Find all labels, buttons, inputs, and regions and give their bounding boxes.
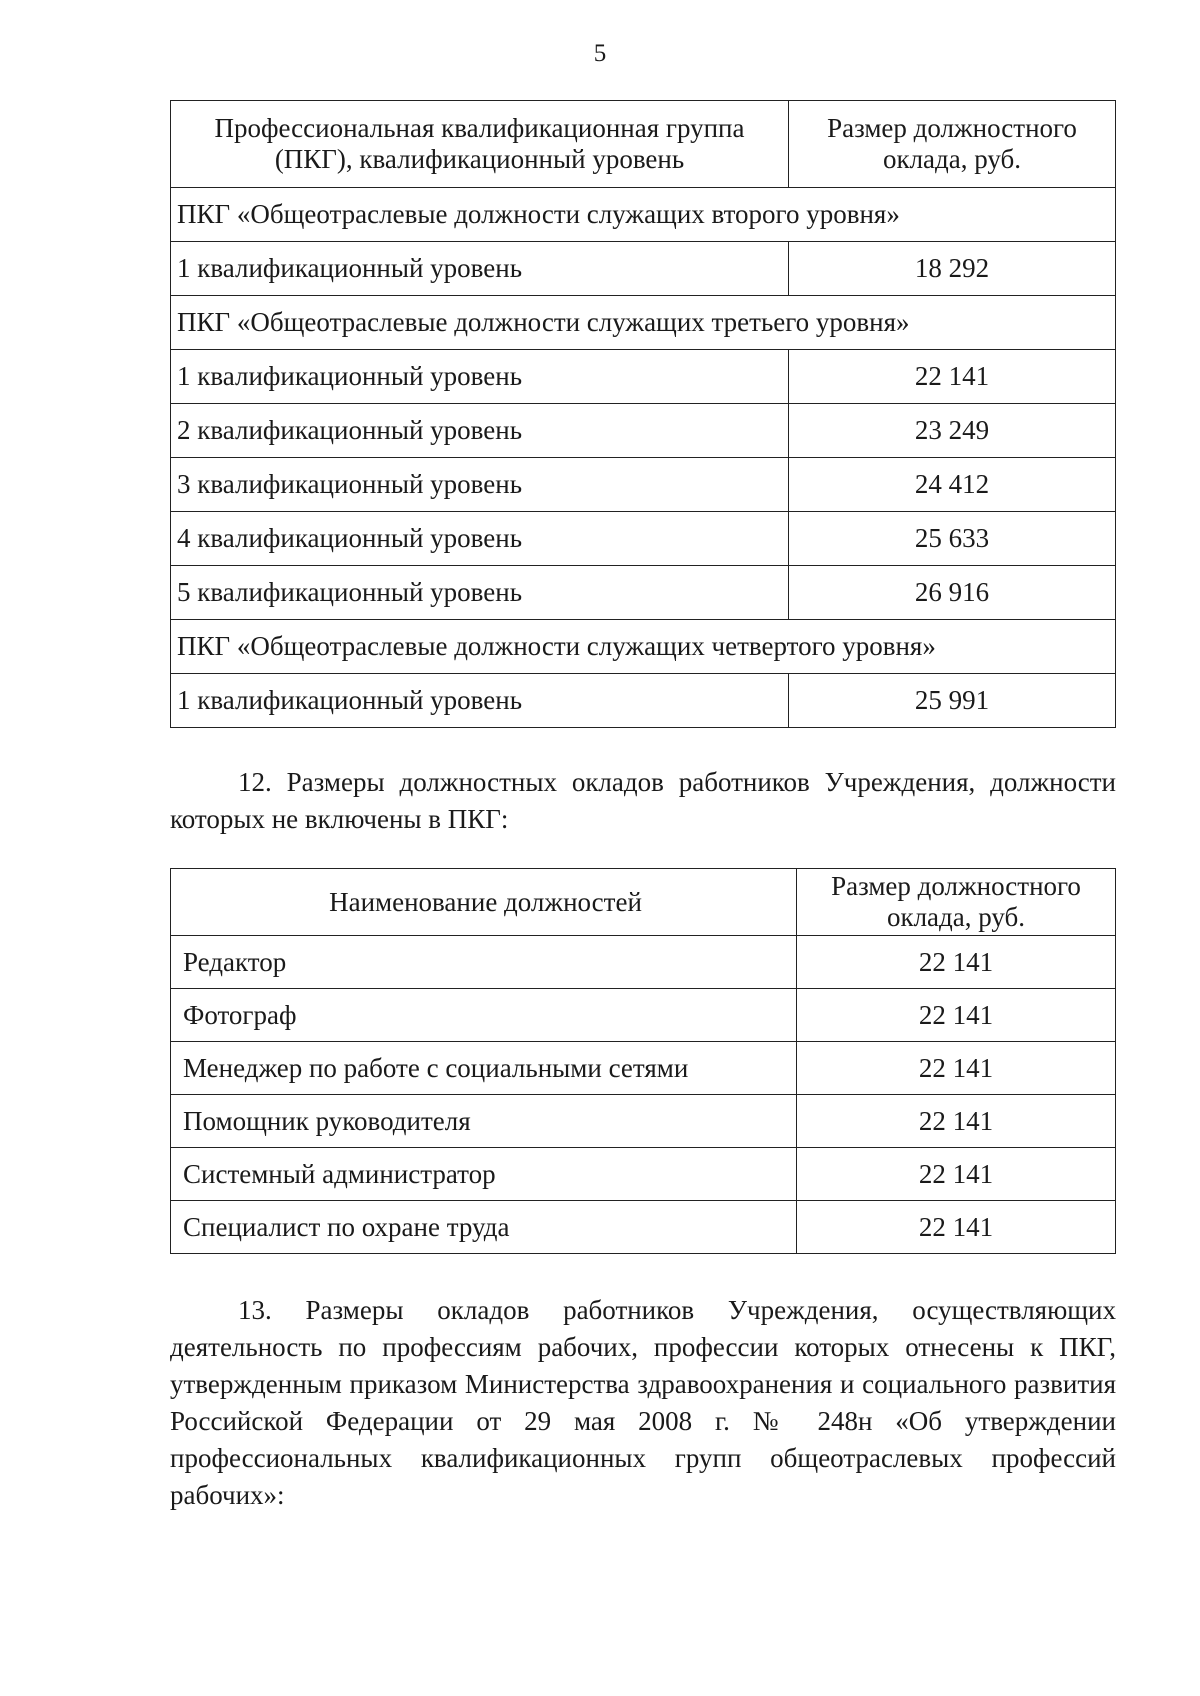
salary-value: 25 633	[789, 512, 1116, 566]
page-number: 5	[593, 40, 607, 67]
salary-value: 22 141	[797, 1148, 1116, 1201]
position-label: Специалист по охране труда	[171, 1201, 797, 1254]
position-label: Фотограф	[171, 989, 797, 1042]
table-row	[171, 989, 1116, 1042]
salary-value: 25 991	[789, 674, 1116, 728]
table-row	[171, 566, 1116, 620]
header-position: Наименование должностей	[171, 869, 797, 936]
table-row	[171, 512, 1116, 566]
level-label: 4 квалификационный уровень	[171, 512, 789, 566]
table-row	[171, 1148, 1116, 1201]
header-pkg-group: Профессиональная квалификационная группа (ПКГ), квалификационный уровень	[171, 101, 789, 188]
level-label: 1 квалификационный уровень	[171, 674, 789, 728]
position-label: Менеджер по работе с социальными сетями	[171, 1042, 797, 1095]
salary-value: 22 141	[797, 1201, 1116, 1254]
table-row	[171, 242, 1116, 296]
table-row	[171, 674, 1116, 728]
group-title: ПКГ «Общеотраслевые должности служащих второго уровня»	[171, 188, 1116, 242]
paragraph-12	[170, 764, 1116, 838]
non-pkg-salary-table	[170, 868, 1116, 1254]
table-row	[171, 1095, 1116, 1148]
table-header-row	[171, 869, 1116, 936]
table-row	[171, 404, 1116, 458]
table-row	[171, 350, 1116, 404]
table-header-row	[171, 101, 1116, 188]
position-label: Системный администратор	[171, 1148, 797, 1201]
paragraph-13	[170, 1292, 1116, 1514]
group-title: ПКГ «Общеотраслевые должности служащих четвертого уровня»	[171, 620, 1116, 674]
salary-value: 18 292	[789, 242, 1116, 296]
salary-value: 26 916	[789, 566, 1116, 620]
salary-value: 22 141	[797, 1042, 1116, 1095]
level-label: 1 квалификационный уровень	[171, 242, 789, 296]
table-row	[171, 458, 1116, 512]
paragraph-12-text: 12. Размеры должностных окладов работников Учреждения, должности которых не включены в ПКГ:	[170, 767, 1116, 834]
pkg-salary-table	[170, 100, 1116, 728]
salary-value: 22 141	[797, 989, 1116, 1042]
salary-value: 22 141	[789, 350, 1116, 404]
level-label: 2 квалификационный уровень	[171, 404, 789, 458]
position-label: Редактор	[171, 936, 797, 989]
salary-value: 23 249	[789, 404, 1116, 458]
header-salary: Размер должностного оклада, руб.	[797, 869, 1116, 936]
salary-value: 22 141	[797, 936, 1116, 989]
position-label: Помощник руководителя	[171, 1095, 797, 1148]
table-row	[171, 1042, 1116, 1095]
salary-value: 24 412	[789, 458, 1116, 512]
group-title: ПКГ «Общеотраслевые должности служащих третьего уровня»	[171, 296, 1116, 350]
level-label: 5 квалификационный уровень	[171, 566, 789, 620]
paragraph-13-text: 13. Размеры окладов работников Учреждения, осуществляющих деятельность по профессиям рабочих, профессии которых отнесены к ПКГ, утвержденным приказом Министерства здравоохранения и социального развития Российской Федерации от 29 мая 2008 г. № 248н «Об утверждении профессиональных квалификационных групп общеотраслевых профессий рабочих»:	[170, 1295, 1116, 1510]
table-group-row	[171, 620, 1116, 674]
salary-value: 22 141	[797, 1095, 1116, 1148]
header-salary: Размер должностного оклада, руб.	[789, 101, 1116, 188]
table-row	[171, 936, 1116, 989]
table-group-row	[171, 188, 1116, 242]
level-label: 3 квалификационный уровень	[171, 458, 789, 512]
level-label: 1 квалификационный уровень	[171, 350, 789, 404]
table-group-row	[171, 296, 1116, 350]
table-row	[171, 1201, 1116, 1254]
